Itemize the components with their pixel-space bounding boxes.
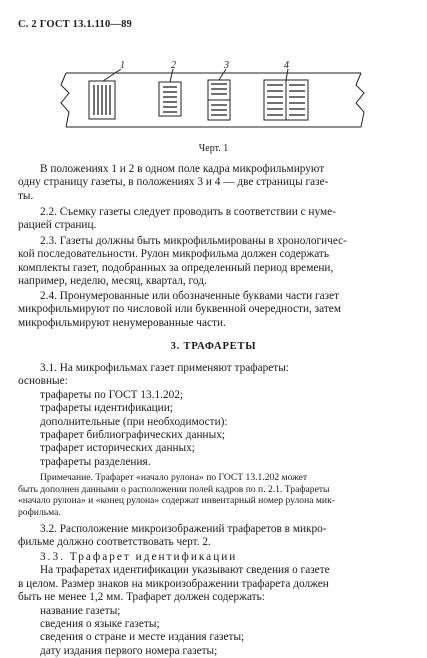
text-line: На трафаретах идентификации указывают сведения о газете [40, 564, 330, 577]
text-line: «начало рулона» и «конец рулона» содержат инвентарный номер рулона мик- [18, 495, 335, 507]
list-item: трафареты идентификации; [40, 402, 173, 415]
position-label-1: 1 [120, 60, 125, 71]
list-item: дату издания первого номера газеты; [40, 644, 218, 657]
list-item: трафареты разделения. [40, 455, 151, 468]
text-line: Примечание. Трафарет «начало рулона» по ГОСТ 13.1.202 может [40, 472, 308, 483]
list-item: трафарет библиографических данных; [40, 429, 225, 442]
text-line: 3.2. Расположение микроизображений трафаретов в микро- [40, 523, 327, 535]
paragraph-positions [18, 163, 414, 203]
text-line: 2.3. Газеты должны быть микрофильмированы в хронологичес- [40, 235, 347, 247]
page-header: С. 2 ГОСТ 13.1.110—89 [18, 19, 133, 30]
position-label-4: 4 [284, 60, 289, 71]
text-line: В положениях 1 и 2 в одном поле кадра микрофильмируют [40, 163, 325, 175]
text-line: одну страницу газеты, в положениях 3 и 4 — две страницы газе- [18, 176, 329, 189]
text-line: рацией страниц. [18, 219, 97, 232]
list-item: название газеты; [40, 604, 121, 617]
list-item: трафареты по ГОСТ 13.1.202; [40, 388, 184, 401]
text-line: рофильма. [18, 506, 61, 518]
text-line: комплекты газет, подобранных за определенный период времени, [18, 261, 334, 274]
paragraph-3-2 [18, 523, 414, 550]
text-line: основные: [18, 375, 68, 388]
text-line: фильме должно соответствовать черт. 2. [18, 536, 211, 549]
text-line: 3.1. На микрофильмах газет применяют трафареты: [40, 362, 289, 374]
paragraph-2-2 [18, 206, 414, 233]
position-label-3: 3 [224, 60, 229, 71]
text-line: кой последовательности. Рулон микрофильма должен содержать [18, 248, 330, 261]
text-line: ты. [18, 189, 34, 202]
text-line: быть не менее 1,2 мм. Трафарет должен содержать: [18, 591, 265, 604]
position-label-2: 2 [171, 60, 176, 71]
text-line: в целом. Размер знаков на микроизображении трафарета должен [18, 577, 329, 590]
text-line: 2.2. Съемку газеты следует проводить в соответствии с нуме- [40, 206, 336, 218]
paragraph-3-3 [18, 551, 414, 658]
list-item: сведения о языке газеты; [40, 618, 160, 631]
paragraph-2-4 [18, 290, 414, 330]
paragraph-2-3 [18, 235, 414, 289]
note [18, 472, 416, 518]
list-item: сведения о стране и месте издания газеты; [40, 631, 245, 644]
paragraph-3-1 [18, 362, 414, 469]
figure-caption: Черт. 1 [198, 143, 229, 154]
text-line: быть дополнен данными о расположении полей кадров по п. 2.1. Трафареты [18, 483, 330, 495]
text-line: микрофильмируют по числовой или буквенной очередности, затем [18, 303, 341, 316]
text-line: 2.4. Пронумерованные или обозначенные буквами части газет [40, 290, 340, 302]
microfilm-strip-figure [56, 60, 376, 142]
list-item: трафарет исторических данных; [40, 442, 195, 455]
list-item: дополнительные (при необходимости): [40, 415, 228, 428]
text-line: например, неделю, месяц, квартал, год. [18, 275, 207, 288]
section-3-title: 3. ТРАФАРЕТЫ [170, 341, 257, 352]
subsection-title: 3.3. Трафарет идентификации [40, 551, 238, 563]
text-line: микрофильмируют ненумерованные части. [18, 316, 226, 329]
